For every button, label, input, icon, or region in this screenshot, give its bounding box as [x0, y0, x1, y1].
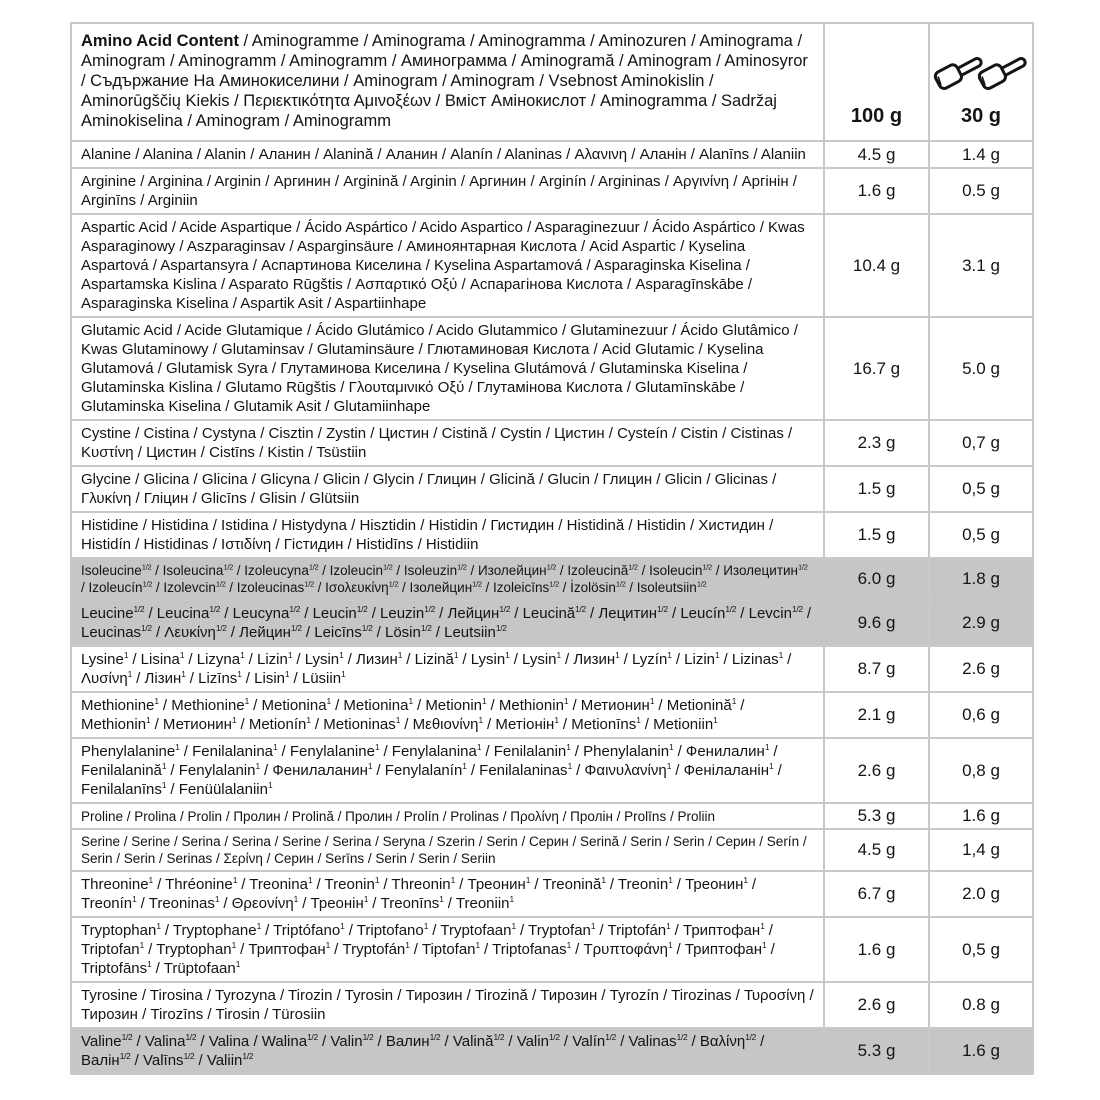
- amino-acid-names: Histidine / Histidina / Istidina / Histydyna / Hisztidin / Histidin / Гистидин / Histidină / Histidin / Хистидин / Histidín / Histidinas / Ιστιδίνη / Гістидин / Histidīns / Histidiin: [71, 512, 824, 558]
- table-row: [71, 168, 1033, 214]
- table-row: [71, 317, 1033, 420]
- footnote-marker: 1: [667, 650, 672, 660]
- footnote-marker: 1/2: [209, 604, 221, 614]
- footnote-marker: 1: [636, 715, 641, 725]
- footnote-marker: 1: [668, 940, 673, 950]
- footnote-marker: 1: [778, 650, 783, 660]
- footnote-marker: 1: [567, 761, 572, 771]
- amino-acid-names: Lysine$^1$ / Lisina$^1$ / Lizyna$^1$ / Lizin$^1$ / Lysin$^1$ / Лизин$^1$ / Lizină$^1$ / Lysin$^1$ / Lysin$^1$ / Лизин$^1$ / Lyzín$^1$ / Lizin$^1$ / Lizinas$^1$ / Λυσίνη$^1$ / Лізин$^1$ / Lizīns$^1$ / Lisin$^1$ / Lüsiin$^1$: [71, 646, 824, 692]
- footnote-marker: 1: [293, 894, 299, 904]
- column-header-30g-label: 30 g: [960, 105, 1002, 127]
- footnote-marker: 1/2: [472, 579, 482, 589]
- scoop-icons: [933, 47, 1029, 97]
- footnote-marker: 1/2: [493, 1032, 505, 1042]
- footnote-marker: 1/2: [242, 1051, 254, 1061]
- value-per-100g: 4.5 g: [824, 141, 929, 168]
- amino-acid-names: Valine$^{1/2}$ / Valina$^{1/2}$ / Valina / Walina$^{1/2}$ / Valin$^{1/2}$ / Валин$^{1/2}$ / Valină$^{1/2}$ / Valin$^{1/2}$ / Valín$^{1/2}$ / Valinas$^{1/2}$ / Βαλίνη$^{1/2}$ / Валін$^{1/2}$ / Valīns$^{1/2}$ / Valiin$^{1/2}$: [71, 1028, 824, 1074]
- value-per-30g: 1.6 g: [929, 1028, 1033, 1074]
- value-per-30g: 0,8 g: [929, 738, 1033, 803]
- footnote-marker: 1: [563, 696, 569, 706]
- footnote-marker: 1/2: [307, 1032, 318, 1042]
- footnote-marker: 1: [731, 696, 737, 706]
- footnote-marker: 1/2: [798, 562, 808, 572]
- value-per-30g: 0,5 g: [929, 466, 1033, 512]
- footnote-marker: 1: [450, 875, 455, 885]
- footnote-marker: 1/2: [605, 1032, 617, 1042]
- footnote-marker: 1: [453, 650, 459, 660]
- footnote-marker: 1: [307, 875, 313, 885]
- table-row: [71, 738, 1033, 803]
- footnote-marker: 1: [256, 921, 261, 931]
- footnote-marker: 1: [326, 696, 331, 706]
- footnote-marker: 1: [649, 696, 655, 706]
- footnote-marker: 1: [482, 696, 487, 706]
- footnote-marker: 1/2: [304, 579, 314, 589]
- footnote-marker: 1: [511, 921, 516, 931]
- footnote-marker: 1/2: [185, 1032, 197, 1042]
- footnote-marker: 1/2: [141, 623, 152, 633]
- column-header-30g: [929, 23, 1033, 141]
- footnote-marker: 1: [339, 650, 344, 660]
- amino-acid-names: Cystine / Cistina / Cystyna / Cisztin / Zystin / Цистин / Cistină / Cystin / Цистин / Cysteín / Cistin / Cistinas / Κυστίνη / Цистин / Cistīns / Kistin / Tsüstiin: [71, 420, 824, 466]
- footnote-marker: 1: [668, 875, 673, 885]
- footnote-marker: 1/2: [549, 579, 559, 589]
- footnote-marker: 1: [273, 742, 278, 752]
- amino-acid-names: Leucine$^{1/2}$ / Leucina$^{1/2}$ / Leucyna$^{1/2}$ / Leucin$^{1/2}$ / Leuzin$^{1/2}$ / Лейцин$^{1/2}$ / Leucină$^{1/2}$ / Лецитин$^{1/2}$ / Leucín$^{1/2}$ / Levcin$^{1/2}$ / Leucinas$^{1/2}$ / Λευκίνη$^{1/2}$ / Лейцин$^{1/2}$ / Leicīns$^{1/2}$ / Lösin$^{1/2}$ / Leutsiin$^{1/2}$: [71, 600, 824, 646]
- footnote-marker: 1/2: [382, 562, 393, 572]
- footnote-marker: 1: [148, 875, 153, 885]
- footnote-marker: 1/2: [628, 562, 638, 572]
- footnote-marker: 1/2: [546, 562, 557, 572]
- value-per-30g: 0.8 g: [929, 982, 1033, 1028]
- footnote-marker: 1/2: [361, 623, 373, 633]
- footnote-marker: 1: [743, 875, 748, 885]
- value-per-30g: 2.6 g: [929, 646, 1033, 692]
- footnote-marker: 1/2: [499, 604, 511, 614]
- footnote-marker: 1/2: [141, 562, 152, 572]
- table-row: [71, 917, 1033, 982]
- footnote-marker: 1/2: [356, 604, 368, 614]
- value-per-100g: 1.6 g: [824, 917, 929, 982]
- value-per-100g: 10.4 g: [824, 214, 929, 317]
- footnote-marker: 1/2: [308, 562, 319, 572]
- footnote-marker: 1: [762, 940, 767, 950]
- footnote-marker: 1: [374, 875, 380, 885]
- amino-acid-names: Aspartic Acid / Acide Aspartique / Ácido Aspártico / Acido Aspartico / Asparaginezuur / Ácido Aspártico / Kwas Asparaginowy / Aszparaginsav / Asparginsäure / Аминоянтарная Кислота / Acid Aspartic / Kyselina Aspartová / Aspartansyra / Аспартинова Киселина / Kyselina Aspartamová / Asparaginska Kiselina / Aspartamska Kislina / Asparato Rūgštis / Ασπαρτικό Οξύ / Аспарагінова Кислота / Asparagīnskābe / Asparaginska Kiselina / Aspartik Asit / Aspartiinhape: [71, 214, 824, 317]
- table-row: [71, 512, 1033, 558]
- footnote-marker: 1: [146, 715, 151, 725]
- amino-acid-names: Proline / Prolina / Prolin / Пролин / Prolină / Пролин / Prolín / Prolinas / Προλίνη / Пролін / Prolīns / Proliin: [71, 803, 824, 829]
- footnote-marker: 1: [179, 650, 185, 660]
- footnote-marker: 1: [615, 650, 620, 660]
- value-per-100g: 16.7 g: [824, 317, 929, 420]
- amino-acid-names: Glycine / Glicina / Glicina / Glicyna / Glicin / Glycin / Глицин / Glicină / Glucin / Глицин / Glicin / Glicinas / Γλυκίνη / Гліцин / Glicīns / Glisin / Glütsiin: [71, 466, 824, 512]
- value-per-100g: 2.3 g: [824, 420, 929, 466]
- footnote-marker: 1/2: [289, 604, 301, 614]
- value-per-30g: 2.9 g: [929, 600, 1033, 646]
- footnote-marker: 1: [363, 894, 369, 904]
- footnote-marker: 1: [476, 742, 482, 752]
- footnote-marker: 1: [156, 921, 161, 931]
- amino-acid-names: Tyrosine / Tirosina / Tyrozyna / Tirozin / Tyrosin / Тирозин / Tirozină / Тирозин / Tyrozín / Tirozinas / Τυροσίνη / Тирозин / Tirozīns / Tirosin / Türosiin: [71, 982, 824, 1028]
- value-per-100g: 5.3 g: [824, 803, 929, 829]
- footnote-marker: 1: [439, 894, 444, 904]
- footnote-marker: 1: [255, 761, 260, 771]
- footnote-marker: 1: [408, 696, 413, 706]
- footnote-marker: 1: [713, 715, 718, 725]
- table-row: [71, 871, 1033, 917]
- footnote-marker: 1: [405, 940, 410, 950]
- value-per-100g: 9.6 g: [824, 600, 929, 646]
- footnote-marker: 1: [760, 921, 765, 931]
- footnote-marker: 1/2: [142, 579, 153, 589]
- footnote-marker: 1/2: [388, 579, 399, 589]
- value-per-100g: 4.5 g: [824, 829, 929, 871]
- footnote-marker: 1/2: [696, 579, 707, 589]
- value-per-30g: 1.6 g: [929, 803, 1033, 829]
- amino-acid-names: Alanine / Alanina / Alanin / Аланин / Alanină / Аланин / Alanín / Alaninas / Αλανινη / Аланін / Alanīns / Alaniin: [71, 141, 824, 168]
- footnote-marker: 1/2: [424, 604, 435, 614]
- footnote-marker: 1: [267, 780, 273, 790]
- table-row: [71, 829, 1033, 871]
- amino-acid-names: Serine / Serine / Serina / Serina / Serine / Serina / Seryna / Szerin / Serin / Серин / Serină / Serin / Serin / Серин / Serín / Serin / Serin / Serinas / Σερίνη / Серин / Serīns / Serin / Serin / Seriin: [71, 829, 824, 871]
- footnote-marker: 1/2: [133, 604, 145, 614]
- column-header-100g: [824, 23, 929, 141]
- footnote-marker: 1: [478, 715, 483, 725]
- value-per-100g: 2.6 g: [824, 738, 929, 803]
- footnote-marker: 1: [287, 650, 293, 660]
- amino-acid-names: Tryptophan$^1$ / Tryptophane$^1$ / Triptófano$^1$ / Triptofano$^1$ / Tryptofaan$^1$ / Tryptofan$^1$ / Triptofán$^1$ / Триптофан$^1$ / Triptofan$^1$ / Tryptophan$^1$ / Триптофан$^1$ / Tryptofán$^1$ / Tiptofan$^1$ / Triptofanas$^1$ / Τρυπτοφάνη$^1$ / Триптофан$^1$ / Triptofāns$^1$ / Trüptofaan$^1$: [71, 917, 824, 982]
- value-per-100g: 1.6 g: [824, 168, 929, 214]
- table-row: [71, 1028, 1033, 1074]
- footnote-marker: 1/2: [121, 1032, 133, 1042]
- footnote-marker: 1: [231, 715, 237, 725]
- value-per-30g: 0,6 g: [929, 692, 1033, 738]
- value-per-100g: 1.5 g: [824, 466, 929, 512]
- footnote-marker: 1: [715, 650, 720, 660]
- footnote-marker: 1: [341, 669, 346, 679]
- footnote-marker: 1/2: [215, 623, 227, 633]
- amino-acid-names: Glutamic Acid / Acide Glutamique / Ácido Glutámico / Acido Glutammico / Glutaminezuur / Ácido Glutâmico / Kwas Glutaminowy / Glutaminsav / Glutaminsäure / Глютаминовая Кислота / Acid Glutamic / Kyselina Glutamová / Glutamisk Syra / Глутаминова Киселина / Kyselina Glutámová / Glutaminska Kiselina / Glutaminska Kislina / Glutamo Rūgštis / Γλουταμινικό Οξύ / Глутамінова Кислота / Glutamīnskābe / Glutaminska Kiselina / Glutamik Asit / Glutamiinhape: [71, 317, 824, 420]
- footnote-marker: 1/2: [183, 1051, 195, 1061]
- footnote-marker: 1/2: [429, 1032, 441, 1042]
- amino-acid-names: Threonine$^1$ / Thréonine$^1$ / Treonina$^1$ / Treonin$^1$ / Threonin$^1$ / Треонин$^1$ / Treonină$^1$ / Treonin$^1$ / Треонин$^1$ / Treonín$^1$ / Treoninas$^1$ / Θρεονίνη$^1$ / Треонін$^1$ / Treonīns$^1$ / Treoniin$^1$: [71, 871, 824, 917]
- footnote-marker: 1: [237, 669, 242, 679]
- footnote-marker: 1: [214, 894, 220, 904]
- footnote-marker: 1: [132, 894, 137, 904]
- footnote-marker: 1: [556, 650, 561, 660]
- footnote-marker: 1: [475, 940, 480, 950]
- footnote-marker: 1: [123, 650, 129, 660]
- amino-acid-table: [70, 22, 1034, 1075]
- footnote-marker: 1/2: [548, 1032, 560, 1042]
- amino-acid-names: Arginine / Arginina / Arginin / Аргинин / Arginină / Arginin / Аргинин / Arginín / Argininas / Αργινίνη / Аргінін / Arginīns / Arginiin: [71, 168, 824, 214]
- footnote-marker: 1: [181, 669, 186, 679]
- footnote-marker: 1: [566, 742, 571, 752]
- footnote-marker: 1/2: [615, 579, 626, 589]
- footnote-marker: 1/2: [657, 604, 668, 614]
- footnote-marker: 1/2: [420, 623, 432, 633]
- value-per-100g: 2.6 g: [824, 982, 929, 1028]
- footnote-marker: 1: [566, 940, 571, 950]
- footnote-marker: 1: [666, 761, 672, 771]
- footnote-marker: 1/2: [676, 1032, 688, 1042]
- amino-table-body: [71, 141, 1033, 1074]
- footnote-marker: 1: [764, 742, 770, 752]
- value-per-30g: 0,5 g: [929, 512, 1033, 558]
- table-row: [71, 803, 1033, 829]
- table-row: [71, 646, 1033, 692]
- value-per-100g: 8.7 g: [824, 646, 929, 692]
- value-per-30g: 0,7 g: [929, 420, 1033, 466]
- footnote-marker: 1/2: [745, 1032, 756, 1042]
- footnote-marker: 1: [340, 921, 345, 931]
- footnote-marker: 1: [554, 715, 559, 725]
- value-per-30g: 5.0 g: [929, 317, 1033, 420]
- footnote-marker: 1/2: [495, 623, 507, 633]
- footnote-marker: 1: [127, 669, 133, 679]
- value-per-100g: 6.7 g: [824, 871, 929, 917]
- value-per-30g: 0.5 g: [929, 168, 1033, 214]
- value-per-100g: 1.5 g: [824, 512, 929, 558]
- table-row: [71, 692, 1033, 738]
- table-title-translations: / Aminogramme / Aminograma / Aminogramma / Aminozuren / Aminograma / Aminogram / Aminogramm / Aminogramm / Аминограмма / Aminogramă / Aminogram / Aminosyror / Съдържание На Аминокиселини / Aminogram / Aminogram / Vsebnost Aminokislin / Aminorūgščių Kiekis / Περιεκτικότητα Αμινοξέων / Вміст Амінокислот / Aminogramma / Sadržaj Aminokiselina / Aminogram / Aminogramm: [81, 32, 808, 130]
- table-row: [71, 466, 1033, 512]
- value-per-100g: 6.0 g: [824, 558, 929, 600]
- footnote-marker: 1: [509, 894, 514, 904]
- footnote-marker: 1: [601, 875, 606, 885]
- value-per-30g: 1,4 g: [929, 829, 1033, 871]
- table-header-row: [71, 23, 1033, 141]
- value-per-30g: 3.1 g: [929, 214, 1033, 317]
- footnote-marker: 1: [525, 875, 531, 885]
- footnote-marker: 1: [244, 696, 249, 706]
- footnote-marker: 1: [240, 650, 245, 660]
- amino-acid-names: Methionine$^1$ / Methionine$^1$ / Metionina$^1$ / Metionina$^1$ / Metionin$^1$ / Methionin$^1$ / Метионин$^1$ / Metionină$^1$ / Methionin$^1$ / Метионин$^1$ / Metionín$^1$ / Metioninas$^1$ / Μεθιονίνη$^1$ / Метіонін$^1$ / Metionīns$^1$ / Metioniin$^1$: [71, 692, 824, 738]
- footnote-marker: 1: [374, 742, 380, 752]
- footnote-marker: 1/2: [119, 1051, 131, 1061]
- footnote-marker: 1: [161, 761, 167, 771]
- footnote-marker: 1: [666, 921, 671, 931]
- value-per-100g: 5.3 g: [824, 1028, 929, 1074]
- amino-acid-names: Phenylalanine$^1$ / Fenilalanina$^1$ / Fenylalanine$^1$ / Fenylalanina$^1$ / Fenilalanin$^1$ / Phenylalanin$^1$ / Фенилалин$^1$ / Fenilalanină$^1$ / Fenylalanin$^1$ / Фенилаланин$^1$ / Fenylalanín$^1$ / Fenilalaninas$^1$ / Φαινυλανίνη$^1$ / Фенілаланін$^1$ / Fenilalanīns$^1$ / Fenüülalaniin$^1$: [71, 738, 824, 803]
- table-row: [71, 141, 1033, 168]
- table-row: [71, 982, 1033, 1028]
- value-per-100g: 2.1 g: [824, 692, 929, 738]
- footnote-marker: 1: [139, 940, 144, 950]
- footnote-marker: 1/2: [223, 562, 234, 572]
- table-title-cell: [71, 23, 824, 141]
- table-title: Amino Acid Content: [81, 32, 239, 50]
- footnote-marker: 1: [367, 761, 373, 771]
- footnote-marker: 1/2: [575, 604, 586, 614]
- value-per-30g: 1.4 g: [929, 141, 1033, 168]
- footnote-marker: 1: [462, 761, 467, 771]
- footnote-marker: 1: [590, 921, 596, 931]
- footnote-marker: 1: [154, 696, 159, 706]
- table-row: [71, 214, 1033, 317]
- footnote-marker: 1: [232, 875, 238, 885]
- footnote-marker: 1: [175, 742, 180, 752]
- amino-acid-names: Isoleucine$^{1/2}$ / Isoleucina$^{1/2}$ / Izoleucyna$^{1/2}$ / Izoleucin$^{1/2}$ / Isoleuzin$^{1/2}$ / Изолейцин$^{1/2}$ / Izoleucină$^{1/2}$ / Isoleucin$^{1/2}$ / Изолецитин$^{1/2}$ / Izoleucín$^{1/2}$ / Izolevcin$^{1/2}$ / Izoleucinas$^{1/2}$ / Ισολευκίνη$^{1/2}$ / Ізолейцин$^{1/2}$ / Izoleicīns$^{1/2}$ / İzolösin$^{1/2}$ / Isoleutsiin$^{1/2}$: [71, 558, 824, 600]
- column-header-100g-label: 100 g: [850, 105, 903, 127]
- footnote-marker: 1: [306, 715, 311, 725]
- footnote-marker: 1/2: [725, 604, 737, 614]
- footnote-marker: 1: [325, 940, 330, 950]
- footnote-marker: 1/2: [362, 1032, 374, 1042]
- footnote-marker: 1: [161, 780, 167, 790]
- footnote-marker: 1: [397, 650, 403, 660]
- table-row: [71, 420, 1033, 466]
- footnote-marker: 1: [423, 921, 429, 931]
- footnote-marker: 1: [669, 742, 674, 752]
- footnote-marker: 1: [235, 959, 241, 969]
- footnote-marker: 1: [505, 650, 510, 660]
- footnote-marker: 1: [395, 715, 401, 725]
- footnote-marker: 1/2: [702, 562, 712, 572]
- table-row: [71, 558, 1033, 600]
- footnote-marker: 1/2: [215, 579, 226, 589]
- footnote-marker: 1: [769, 761, 774, 771]
- value-per-30g: 1.8 g: [929, 558, 1033, 600]
- value-per-30g: 0,5 g: [929, 917, 1033, 982]
- footnote-marker: 1/2: [457, 562, 467, 572]
- value-per-30g: 2.0 g: [929, 871, 1033, 917]
- footnote-marker: 1/2: [290, 623, 302, 633]
- footnote-marker: 1: [147, 959, 152, 969]
- footnote-marker: 1: [285, 669, 290, 679]
- footnote-marker: 1: [231, 940, 236, 950]
- table-row: [71, 600, 1033, 646]
- footnote-marker: 1/2: [792, 604, 803, 614]
